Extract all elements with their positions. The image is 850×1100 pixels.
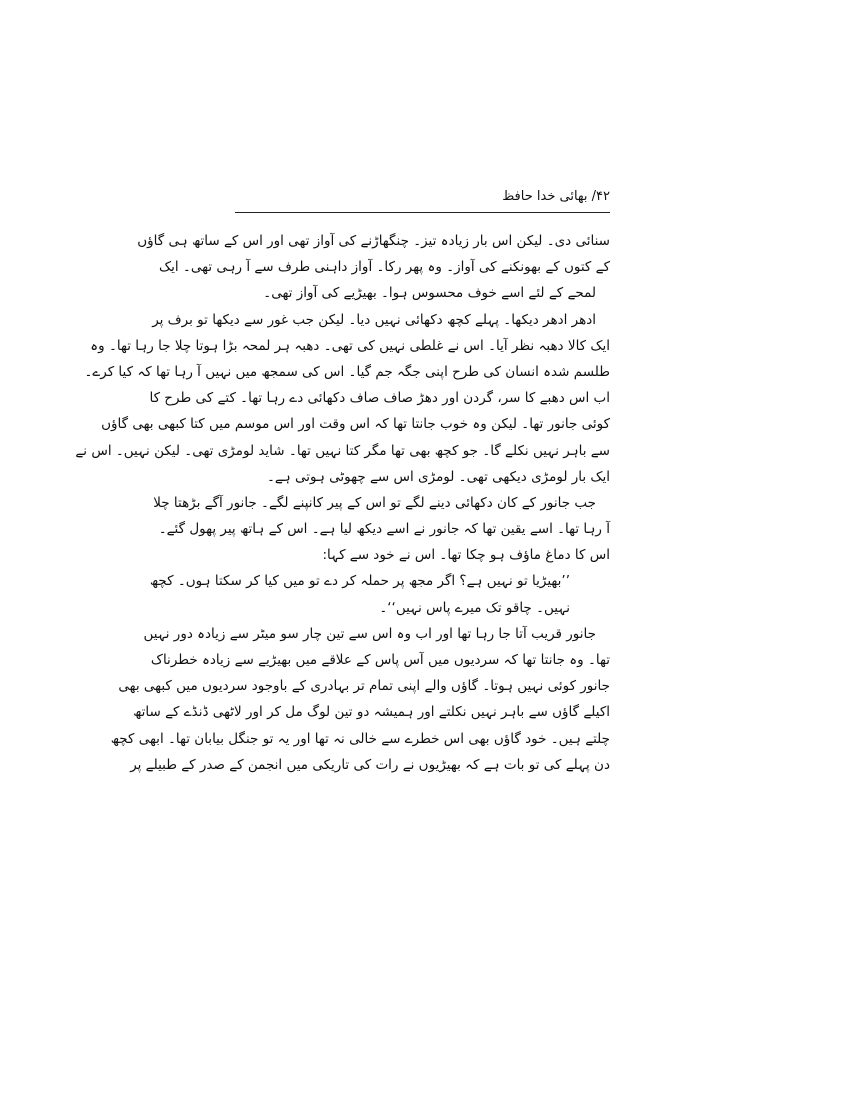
running-head: ۴۲/ بھائی خدا حافظ [502, 189, 610, 204]
text-line: طلسم شدہ انسان کی طرح اپنی جگہ جم گیا۔ اس کی سمجھ میں نہیں آ رہا تھا کہ کیا کرے۔ [84, 363, 610, 380]
text-line: سے باہر نہیں نکلے گا۔ جو کچھ بھی تھا مگر کتا نہیں تھا۔ شاید لومڑی تھی۔ لیکن نہیں۔ اس نے [75, 442, 610, 459]
quoted-speech [149, 568, 610, 620]
text-line: جب جانور کے کان دکھائی دینے لگے تو اس کے پیر کانپنے لگے۔ جانور آگے بڑھتا چلا [153, 494, 596, 511]
text-line: آ رہا تھا۔ اسے یقین تھا کہ جانور نے اسے دیکھ لیا ہے۔ اس کے ہاتھ پیر پھول گئے۔ [158, 521, 610, 538]
text-line: دن پہلے کی تو بات ہے کہ بھیڑیوں نے رات کی تاریکی میں انجمن کے صدر کے طبیلے پر [130, 756, 610, 773]
text-line: کوئی جانور تھا۔ لیکن وہ خوب جانتا تھا کہ اس وقت اور اس موسم میں کتا کبھی بھی گاؤں [101, 416, 610, 433]
text-line: چلتے ہیں۔ خود گاؤں بھی اس خطرے سے خالی نہ تھا اور یہ تو جنگل بیابان تھا۔ ابھی کچھ [110, 730, 610, 747]
text-line: جانور قریب آتا جا رہا تھا اور اب وہ اس سے تین چار سو میٹر سے زیادہ دور نہیں [143, 625, 596, 642]
text-line: کے کتوں کے بھونکنے کی آواز۔ وہ پھر رکا۔ آواز داہنی طرف سے آ رہی تھی۔ ایک [159, 259, 610, 276]
text-line: نہیں۔ چاقو تک میرے پاس نہیں‘‘۔ [379, 599, 570, 616]
text-line: تھا۔ وہ جانتا تھا کہ سردیوں میں آس پاس کے علاقے میں بھیڑیے سے زیادہ خطرناک [150, 652, 610, 668]
text-line: ایک کالا دھبہ نظر آیا۔ اس نے غلطی نہیں کی تھی۔ دھبہ ہر لمحہ بڑا ہوتا چلا جا رہا تھا۔ وہ [90, 337, 610, 354]
paragraph-1 [137, 228, 610, 307]
header-rule [235, 212, 610, 213]
text-line: ادھر ادھر دیکھا۔ پہلے کچھ دکھائی نہیں دیا۔ لیکن جب غور سے دیکھا تو برف پر [152, 311, 596, 328]
text-line: ’’بھیڑیا تو نہیں ہے؟ اگر مجھ پر حملہ کر دے تو میں کیا کر سکتا ہوں۔ کچھ [149, 573, 570, 590]
text-line: اب اس دھبے کا سر، گردن اور دھڑ صاف صاف دکھائی دے رہا تھا۔ کتے کی طرح کا [149, 390, 610, 407]
text-line: جانور کوئی نہیں ہوتا۔ گاؤں والے اپنی تمام تر بہادری کے باوجود سردیوں میں کبھی بھی [118, 678, 610, 695]
text-line: لمحے کے لئے اسے خوف محسوس ہوا۔ بھیڑیے کی آواز تھی۔ [263, 285, 596, 302]
body-text [75, 228, 610, 778]
paragraph-3 [153, 490, 610, 569]
text-line: اس کا دماغ ماؤف ہو چکا تھا۔ اس نے خود سے کہا: [322, 547, 610, 564]
paragraph-4 [110, 621, 610, 778]
text-line: اکیلے گاؤں سے باہر نہیں نکلتے اور ہمیشہ دو تین لوگ مل کر اور لاٹھی ڈنڈے کے ساتھ [133, 704, 610, 721]
text-line: ایک بار لومڑی دیکھی تھی۔ لومڑی اس سے چھوٹی ہوتی ہے۔ [266, 468, 610, 485]
paragraph-2 [75, 307, 610, 490]
text-line: سنائی دی۔ لیکن اس بار زیادہ تیز۔ چنگھاڑنے کی آواز تھی اور اس کے ساتھ ہی گاؤں [137, 233, 610, 249]
